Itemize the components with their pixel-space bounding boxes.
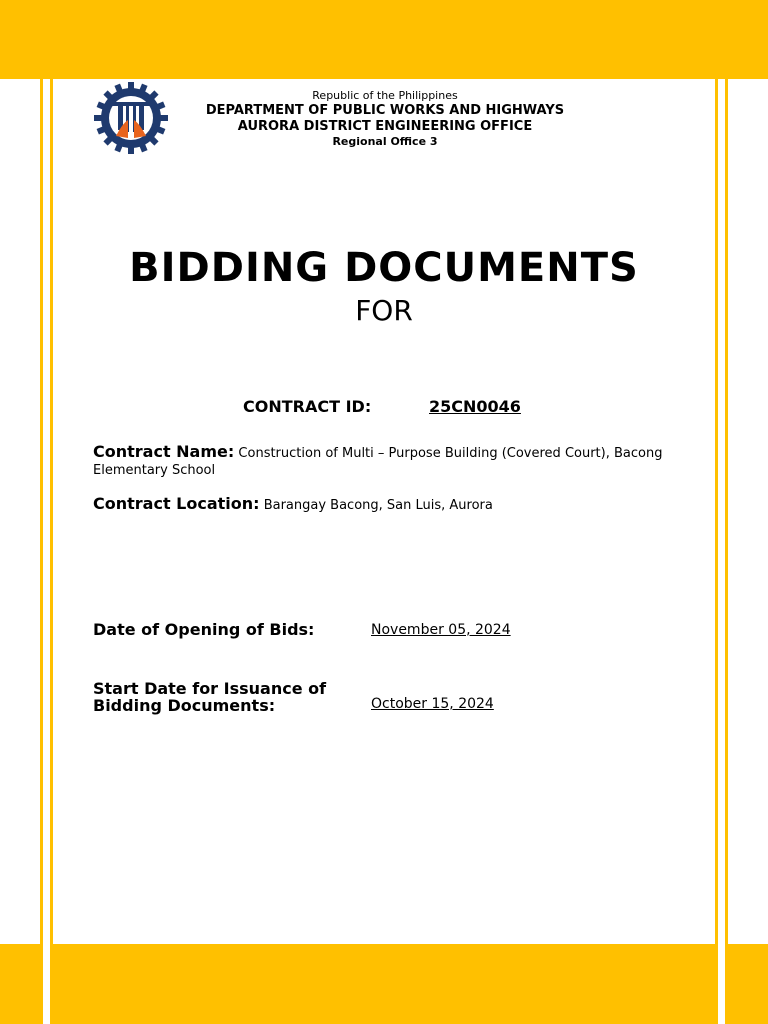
right-border-line-inner xyxy=(715,79,718,1024)
opening-date-label: Date of Opening of Bids: xyxy=(93,620,315,639)
document-title: BIDDING DOCUMENTS xyxy=(129,245,639,291)
bottom-band-gap-left xyxy=(43,944,50,1024)
issuance-date-label: Start Date for Issuance of Bidding Documents: xyxy=(93,679,327,715)
contract-name-block xyxy=(93,443,683,479)
agency-header xyxy=(190,89,580,149)
contract-id-label: CONTRACT ID: xyxy=(243,397,372,416)
district-office-name: AURORA DISTRICT ENGINEERING OFFICE xyxy=(237,119,533,134)
left-border-line-inner xyxy=(50,79,53,1024)
contract-name-label: Contract Name: xyxy=(93,442,235,461)
top-yellow-band xyxy=(0,0,768,79)
contract-location-value: Barangay Bacong, San Luis, Aurora xyxy=(263,498,493,513)
right-border-line xyxy=(725,79,728,1024)
issuance-date-value: October 15, 2024 xyxy=(371,696,494,712)
republic-line: Republic of the Philippines xyxy=(312,89,458,102)
contract-name-value: Construction of Multi – Purpose Building (Covered Court), Bacong Elementary School xyxy=(93,446,663,478)
dpwh-logo-icon xyxy=(92,80,170,156)
bottom-yellow-band xyxy=(0,944,768,1024)
contract-location-label: Contract Location: xyxy=(93,494,260,513)
contract-location-block xyxy=(93,494,683,516)
regional-office: Regional Office 3 xyxy=(332,135,438,148)
document-subtitle: FOR xyxy=(355,294,413,327)
department-name: DEPARTMENT OF PUBLIC WORKS AND HIGHWAYS xyxy=(205,103,565,118)
bottom-band-gap-right xyxy=(718,944,725,1024)
left-border-line xyxy=(40,79,43,1024)
opening-date-value: November 05, 2024 xyxy=(371,622,511,638)
contract-id-value: 25CN0046 xyxy=(429,397,521,416)
